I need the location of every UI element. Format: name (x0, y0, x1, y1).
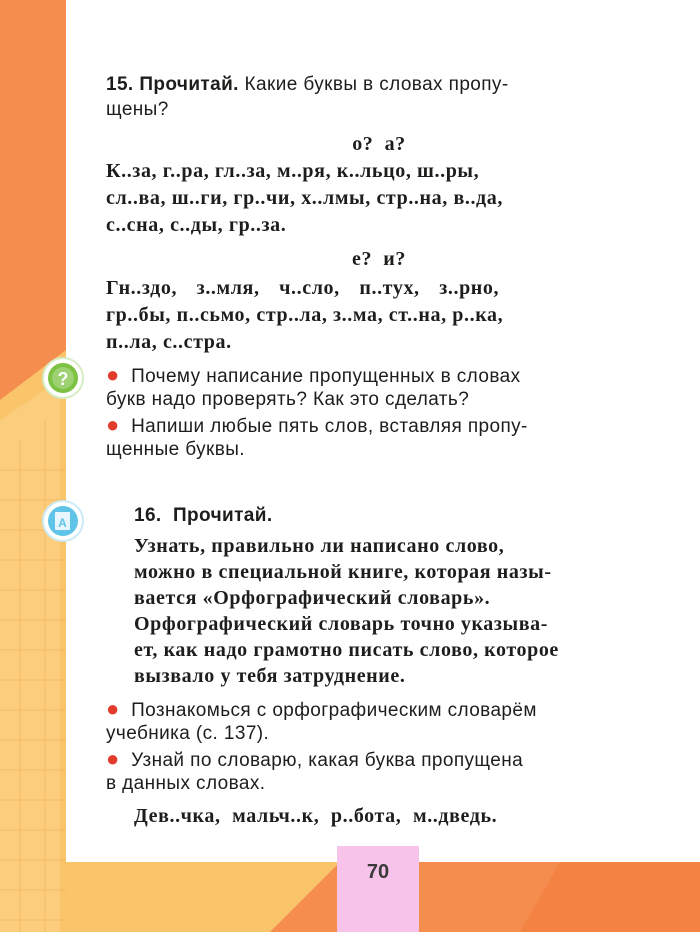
group1-line1: К..за, г..ра, гл..за, м..ря, к..льцо, ш..ры, (106, 160, 480, 182)
exercise-16-task2-line2: в данных словах. (106, 773, 266, 794)
exercise-16-words: Дев..чка, мальч..к, р..бота, м..дведь. (134, 805, 498, 827)
exercise-16-verb: Прочитай. (172, 505, 273, 526)
group2-header: е? и? (351, 248, 406, 270)
exercise-15-heading (106, 72, 652, 97)
rule-para2-line3: вызвало у тебя затруднение. (134, 665, 406, 687)
group2-line2: гр..бы, п..сьмо, стр..ла, з..ма, ст..на, р..ка, (106, 304, 504, 326)
rule-term: Орфографический словарь (134, 613, 395, 635)
question-icon (42, 357, 84, 399)
task2-text-line1: Напиши любые пять слов, вставляя пропу- (131, 416, 528, 437)
group1-line2: сл..ва, ш..ги, гр..чи, х..лмы, стр..на, в..да, (106, 187, 503, 209)
group1-header: о? а? (352, 133, 406, 155)
page-number: 70 (337, 846, 419, 932)
rule-para1-line3: вается «Орфографический словарь». (134, 587, 491, 609)
book-icon (42, 500, 84, 542)
group1-line3: с..сна, с..ды, гр..за. (106, 214, 287, 236)
rule-para2-line1 (134, 611, 652, 638)
exercise-16-task1-line1 (106, 696, 652, 723)
bullet: ● (106, 746, 120, 771)
rule-para2-line1-rest: точно указыва- (394, 613, 549, 635)
group2-line3: п..ла, с..стра. (106, 331, 232, 353)
group2-line1: Гн..здо, з..мля, ч..сло, п..тух, з..рно, (106, 277, 500, 299)
exercise-15-number: 15. (106, 74, 134, 95)
rule-para1-line2: можно в специальной книге, которая назы- (134, 561, 552, 583)
bullet: ● (106, 362, 120, 387)
question-icon-glyph: ? (57, 369, 69, 389)
exercise-15-task2-line1 (106, 412, 652, 439)
bullet: ● (106, 412, 120, 437)
exercise-16-heading (134, 503, 273, 528)
exercise-15-verb: Прочитай. (139, 74, 239, 95)
exercise-16-task1-line2: учебника (с. 137). (106, 723, 270, 744)
exercise-15-task2-line2: щенные буквы. (106, 439, 245, 460)
exercise-16-number: 16. (134, 505, 162, 526)
exercise-15-question-line2: щены? (106, 99, 169, 120)
exercise-15-task1-line2: букв надо проверять? Как это сделать? (106, 389, 470, 410)
ex16-task1-text-line1: Познакомься с орфографическим словарём (131, 700, 537, 721)
book-icon-glyph: А (58, 516, 67, 530)
ex16-task2-text-line1: Узнай по словарю, какая буква пропущена (131, 750, 524, 771)
exercise-15-task1-line1 (106, 362, 652, 389)
exercise-15-question-line1: Какие буквы в словах пропу- (244, 74, 509, 95)
task1-text-line1: Почему написание пропущенных в словах (131, 366, 521, 387)
exercise-16-task2-line1 (106, 746, 652, 773)
rule-para1-line1: Узнать, правильно ли написано слово, (134, 535, 505, 557)
bullet: ● (106, 696, 120, 721)
rule-para2-line2: ет, как надо грамотно писать слово, которое (134, 639, 559, 661)
